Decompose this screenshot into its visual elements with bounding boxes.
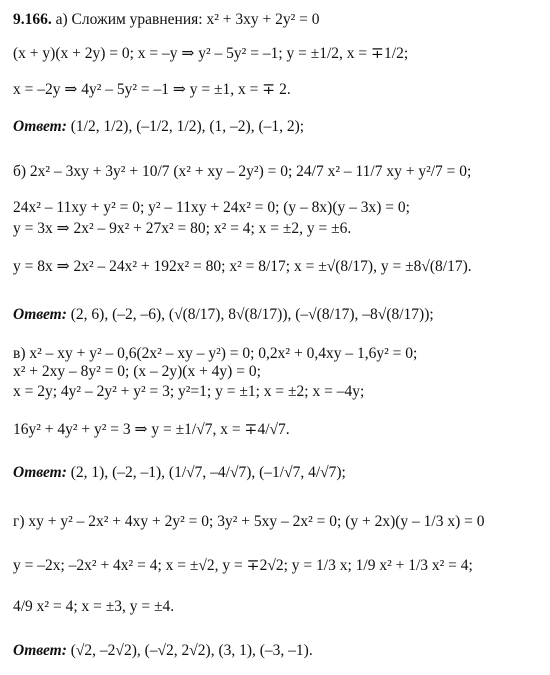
answer-label: Ответ: — [13, 642, 67, 659]
answer-label: Ответ: — [13, 464, 67, 481]
line-text: г) xy + y² – 2x² + 4xy + 2y² = 0; 3y² + 5xy – 2x² = 0; (y + 2x)(y – 1/3 x) = 0 — [13, 513, 485, 530]
solution-line-b1 — [13, 162, 542, 182]
line-text: x² + 2xy – 8y² = 0; (x – 2y)(x + 4y) = 0; — [13, 363, 261, 380]
line-text: в) x² – xy + y² – 0,6(2x² – xy – y²) = 0; 0,2x² + 0,4xy – 1,6y² = 0; — [13, 345, 418, 362]
solution-line-a3 — [13, 80, 542, 100]
solution-line-c2 — [13, 362, 542, 382]
solution-line-c3 — [13, 382, 542, 402]
answer-text: (√2, –2√2), (–√2, 2√2), (3, 1), (–3, –1). — [70, 642, 313, 659]
line-text: 24x² – 11xy + y² = 0; y² – 11xy + 24x² = 0; (y – 8x)(y – 3x) = 0; — [13, 199, 410, 216]
answer-label: Ответ: — [13, 306, 67, 323]
solution-line-b2 — [13, 198, 542, 218]
answer-label: Ответ: — [13, 118, 67, 135]
answer-text: (2, 6), (–2, –6), (√(8/17), 8√(8/17)), (–√(8/17), –8√(8/17)); — [70, 306, 434, 323]
answer-text: (1/2, 1/2), (–1/2, 1/2), (1, –2), (–1, 2); — [70, 118, 305, 135]
line-text: 4/9 x² = 4; x = ±3, y = ±4. — [13, 598, 175, 615]
line-text: б) 2x² – 3xy + 3y² + 10/7 (x² + xy – 2y²) = 0; 24/7 x² – 11/7 xy + y²/7 = 0; — [13, 163, 472, 180]
solution-line-b3 — [13, 219, 542, 239]
answer-line-b — [13, 305, 542, 325]
line-text: а) Сложим уравнения: x² + 3xy + 2y² = 0 — [55, 11, 320, 28]
line-text: y = 8x ⇒ 2x² – 24x² + 192x² = 80; x² = 8/17; x = ±√(8/17), y = ±8√(8/17). — [13, 258, 472, 275]
answer-line-a — [13, 117, 542, 137]
line-text: 16y² + 4y² + y² = 3 ⇒ y = ±1/√7, x = ∓4/√7. — [13, 421, 290, 438]
solution-line-a2 — [13, 44, 542, 64]
line-text: x = 2y; 4y² – 2y² + y² = 3; y²=1; y = ±1; x = ±2; x = –4y; — [13, 383, 365, 400]
answer-text: (2, 1), (–2, –1), (1/√7, –4/√7), (–1/√7, 4/√7); — [70, 464, 346, 481]
answer-line-d — [13, 641, 542, 661]
solution-line-b4 — [13, 257, 542, 277]
line-text: y = –2x; –2x² + 4x² = 4; x = ±√2, y = ∓2√2; y = 1/3 x; 1/9 x² + 1/3 x² = 4; — [13, 557, 473, 574]
line-text: (x + y)(x + 2y) = 0; x = –y ⇒ y² – 5y² = –1; y = ±1/2, x = ∓1/2; — [13, 45, 409, 62]
problem-number: 9.166. — [13, 11, 52, 28]
solution-line-c1 — [13, 344, 542, 364]
line-text: x = –2y ⇒ 4y² – 5y² = –1 ⇒ y = ±1, x = ∓ 2. — [13, 81, 291, 98]
solution-line-d1 — [13, 512, 542, 532]
solution-line-c4 — [13, 420, 542, 440]
solution-line-d3 — [13, 597, 542, 617]
solution-line-a1 — [13, 10, 542, 30]
solution-line-d2 — [13, 556, 542, 576]
answer-line-c — [13, 463, 542, 483]
line-text: y = 3x ⇒ 2x² – 9x² + 27x² = 80; x² = 4; x = ±2, y = ±6. — [13, 220, 352, 237]
